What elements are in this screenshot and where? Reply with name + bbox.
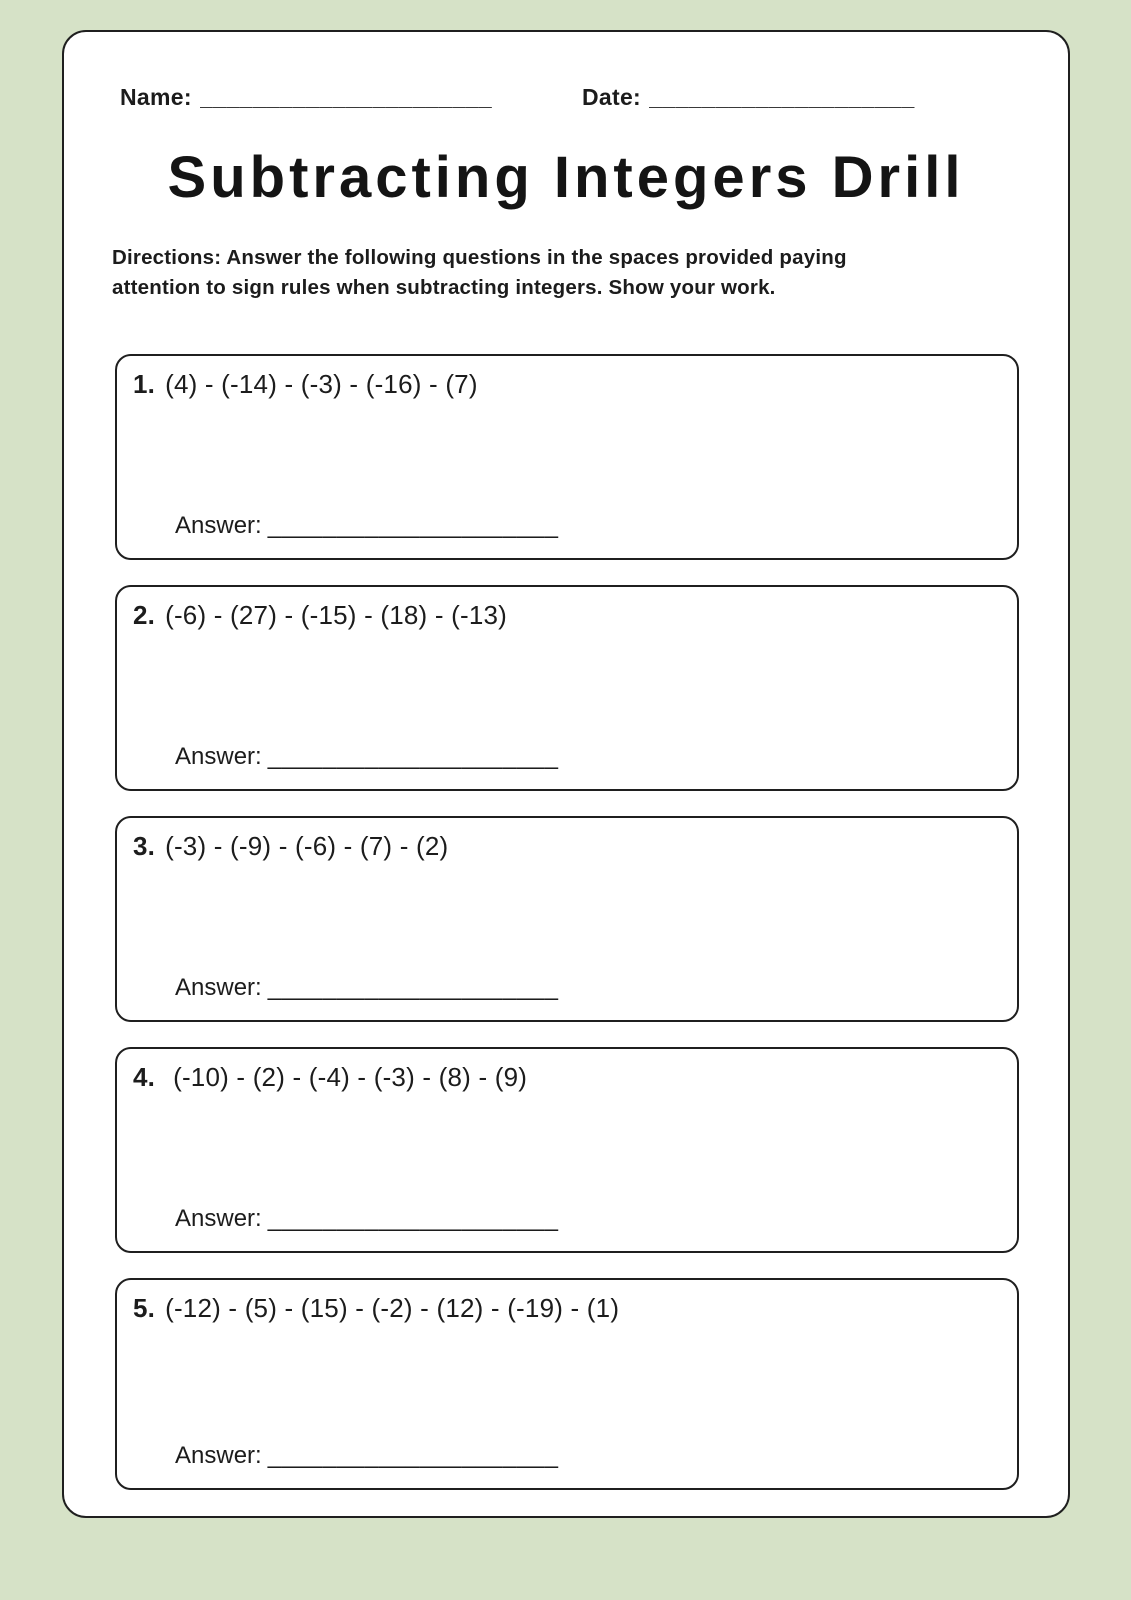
question-box-1 [115, 354, 1019, 560]
worksheet-page [62, 30, 1070, 1518]
answer-row [175, 512, 559, 540]
answer-row [175, 1205, 559, 1233]
answer-row [175, 974, 559, 1002]
question-box-2 [115, 585, 1019, 791]
answer-blank-line: _____________________ [267, 1205, 559, 1232]
answer-row [175, 743, 559, 771]
question-number: 2. [133, 600, 156, 630]
name-field [120, 84, 582, 111]
answer-blank-line: _____________________ [267, 1442, 559, 1469]
date-field [582, 84, 915, 111]
directions-text [112, 243, 847, 303]
question-expression: (-6) - (27) - (-15) - (18) - (-13) [165, 600, 508, 630]
question-list [115, 354, 1019, 1515]
question-box-3 [115, 816, 1019, 1022]
question-number: 3. [133, 831, 156, 861]
question-expression: (-12) - (5) - (15) - (-2) - (12) - (-19) - (1) [165, 1293, 620, 1323]
header-row [120, 84, 1028, 111]
question-box-5 [115, 1278, 1019, 1490]
answer-label: Answer: [175, 974, 262, 1001]
answer-blank-line: _____________________ [267, 974, 559, 1001]
date-label: Date: [582, 84, 642, 110]
directions-line-2: attention to sign rules when subtracting integers. Show your work. [112, 276, 776, 299]
answer-label: Answer: [175, 1442, 262, 1469]
question-expression: (4) - (-14) - (-3) - (-16) - (7) [165, 369, 478, 399]
question-number: 4. [133, 1062, 156, 1092]
answer-blank-line: _____________________ [267, 743, 559, 770]
question-text [133, 1293, 619, 1324]
question-text [133, 831, 448, 862]
worksheet-title: Subtracting Integers Drill [167, 145, 965, 210]
answer-label: Answer: [175, 512, 262, 539]
directions-line-1: Directions: Answer the following questions in the spaces provided paying [112, 246, 847, 269]
answer-label: Answer: [175, 1205, 262, 1232]
name-label: Name: [120, 84, 192, 110]
answer-row [175, 1442, 559, 1470]
question-text [133, 1062, 527, 1093]
question-text [133, 369, 478, 400]
question-number: 5. [133, 1293, 156, 1323]
name-blank-line: ______________________ [199, 84, 493, 110]
question-box-4 [115, 1047, 1019, 1253]
question-expression: (-3) - (-9) - (-6) - (7) - (2) [165, 831, 449, 861]
question-expression: (-10) - (2) - (-4) - (-3) - (8) - (9) [173, 1062, 528, 1092]
answer-label: Answer: [175, 743, 262, 770]
question-text [133, 600, 507, 631]
question-number: 1. [133, 369, 156, 399]
answer-blank-line: _____________________ [267, 512, 559, 539]
date-blank-line: ____________________ [649, 84, 915, 110]
